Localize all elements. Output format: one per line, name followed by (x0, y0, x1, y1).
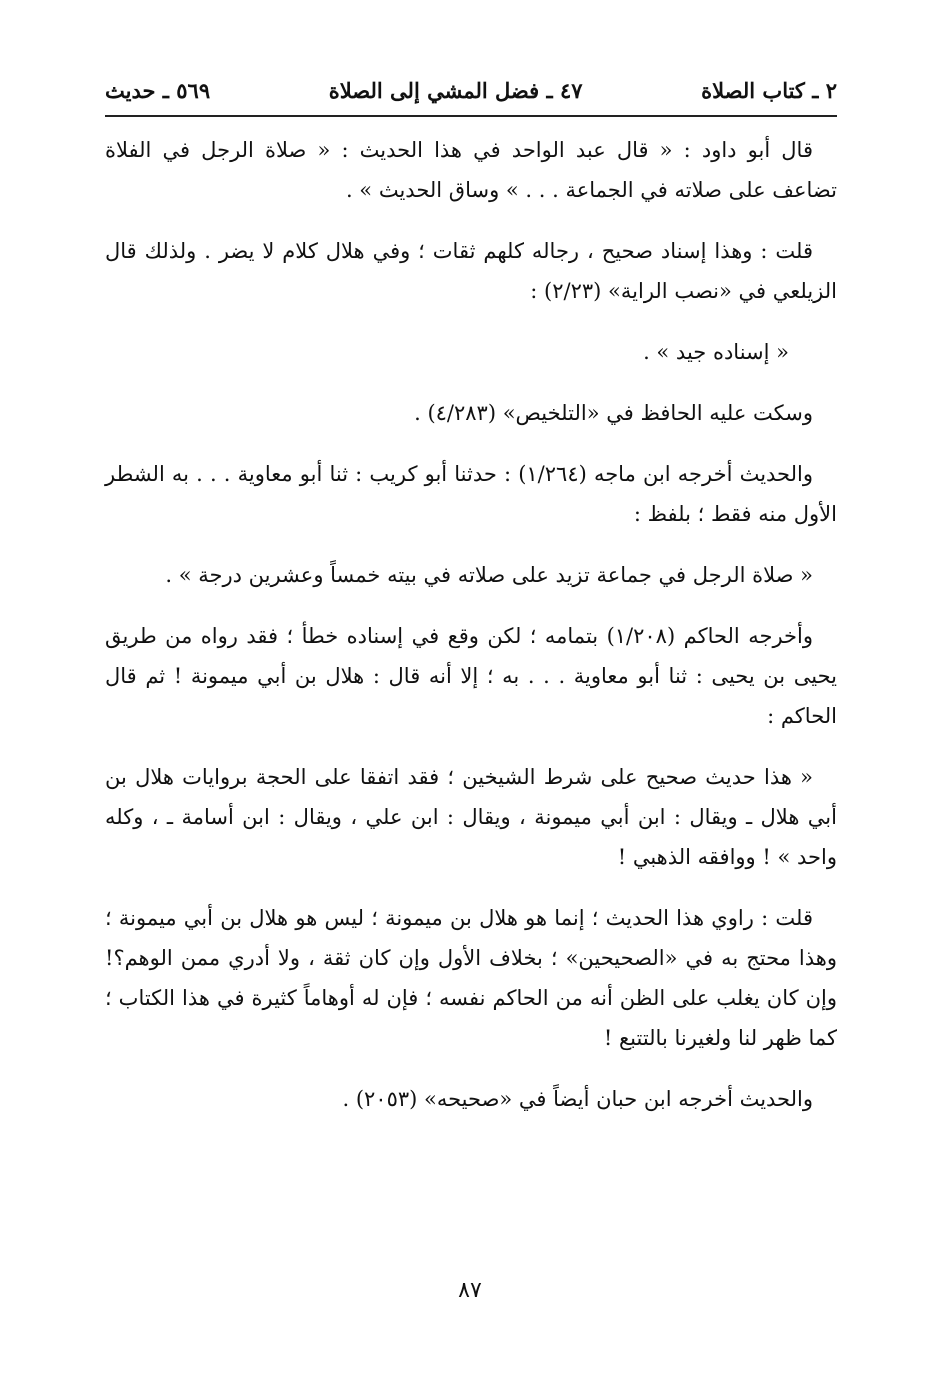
page-number: ٨٧ (458, 1278, 482, 1303)
paragraph-1: قال أبو داود : « قال عبد الواحد في هذا الحديث : « صلاة الرجل في الفلاة تضاعف على صلاته في الجماعة . . . » وساق الحديث » . (105, 138, 837, 202)
paragraph-10: والحديث أخرجه ابن حبان أيضاً في «صحيحه» (٢٠٥٣) . (342, 1087, 813, 1111)
paragraph-9: قلت : راوي هذا الحديث ؛ إنما هو هلال بن ميمونة ؛ ليس هو هلال بن أبي ميمونة ؛ وهذا محتج به في «الصحيحين» ؛ بخلاف الأول وإن كان ثقة ، ولا أدري ممن الوهم؟! وإن كان يغلب على الظن أنه من الحاكم نفسه ؛ فإن له أوهاماً كثيرة في هذا الكتاب ؛ كما ظهر لنا ولغيرنا بالتتبع ! (105, 906, 837, 1050)
page-body (105, 130, 837, 1140)
header-rule (105, 115, 837, 117)
header-section: ٤٧ ـ فضل المشي إلى الصلاة (328, 77, 583, 103)
paragraph-8-quote: « هذا حديث صحيح على شرط الشيخين ؛ فقد اتفقا على الحجة بروايات هلال بن أبي هلال ـ ويقال : ابن أبي ميمونة ، ويقال : ابن علي ، ويقال : ابن أسامة ـ ، وكله واحد » ! ووافقه الذهبي ! (105, 765, 837, 869)
running-header (105, 70, 837, 110)
header-chapter: ٢ ـ كتاب الصلاة (701, 77, 837, 103)
paragraph-4: وسكت عليه الحافظ في «التلخيص» (٤/٢٨٣) . (414, 401, 813, 425)
paragraph-2: قلت : وهذا إسناد صحيح ، رجاله كلهم ثقات ؛ وفي هلال كلام لا يضر . ولذلك قال الزيلعي في «نصب الراية» (٢/٢٣) : (105, 239, 837, 303)
header-hadith-number: ٥٦٩ ـ حديث (105, 77, 211, 103)
paragraph-5: والحديث أخرجه ابن ماجه (١/٢٦٤) : حدثنا أبو كريب : ثنا أبو معاوية . . . به الشطر الأول منه فقط ؛ بلفظ : (105, 462, 837, 526)
paragraph-3-quote: « إسناده جيد » . (643, 340, 789, 364)
paragraph-7: وأخرجه الحاكم (١/٢٠٨) بتمامه ؛ لكن وقع في إسناده خطأ ؛ فقد رواه من طريق يحيى بن يحيى : ثنا أبو معاوية . . . به ؛ إلا أنه قال : هلال بن أبي ميمونة ! ثم قال الحاكم : (105, 624, 837, 728)
paragraph-6-quote: « صلاة الرجل في جماعة تزيد على صلاته في بيته خمساً وعشرين درجة » . (165, 563, 813, 587)
